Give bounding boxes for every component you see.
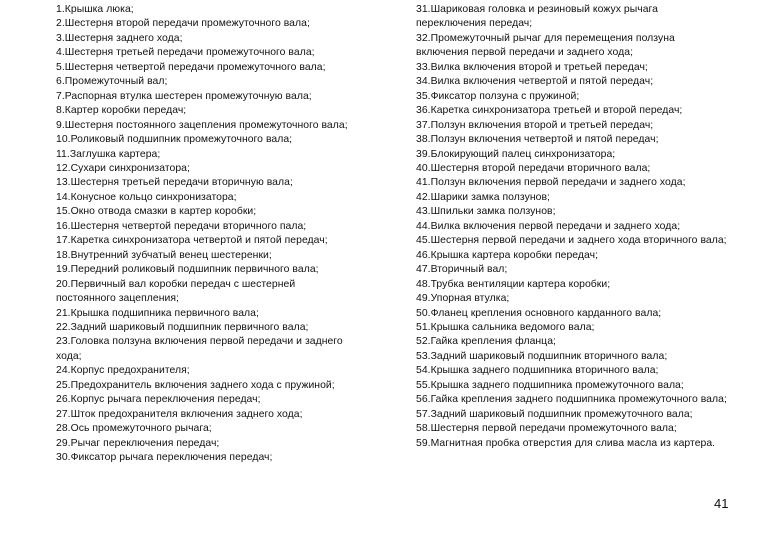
list-item: 34.Вилка включения четвертой и пятой передач; (416, 76, 654, 88)
list-item: 54.Крышка заднего подшипника вторичного вала; (416, 365, 659, 377)
list-item: 12.Сухари синхронизатора; (56, 162, 190, 174)
list-item: 38.Ползун включения четвертой и пятой передач; (416, 134, 659, 146)
list-item: 27.Шток предохранителя включения заднего хода; (56, 408, 303, 420)
list-item: 58.Шестерня первой передачи промежуточного вала; (416, 423, 677, 435)
list-item: 35.Фиксатор ползуна с пружиной; (416, 90, 580, 102)
list-item: 33.Вилка включения второй и третьей передач; (416, 61, 648, 73)
list-item: 23.Головка ползуна включения первой передачи и заднего хода; (56, 336, 343, 362)
list-item: 29.Рычаг переключения передач; (56, 437, 220, 449)
list-item: 4.Шестерня третьей передачи промежуточного вала; (56, 47, 315, 59)
list-item: 28.Ось промежуточного рычага; (56, 423, 212, 435)
list-item: 16.Шестерня четвертой передачи вторичного пала; (56, 220, 307, 232)
list-item: 11.Заглушка картера; (56, 148, 161, 160)
list-item: 37.Ползун включения второй и третьей передач; (416, 119, 654, 131)
list-item: 19.Передний роликовый подшипник первичного вала; (56, 264, 319, 276)
list-item: 48.Трубка вентиляции картера коробки; (416, 278, 611, 290)
list-item: 53.Задний шариковый подшипник вторичного вала; (416, 350, 668, 362)
list-item: 6.Промежуточный вал; (56, 76, 168, 88)
list-item: 32.Промежуточный рычаг для перемещения ползуна включения первой передачи и заднего хода; (416, 32, 675, 59)
list-item: 42.Шарики замка ползунов; (416, 191, 550, 203)
list-item: 57.Задний шариковый подшипник промежуточного вала; (416, 408, 693, 420)
list-item: 13.Шестерня третьей передачи вторичную вала; (56, 177, 293, 189)
list-item: 30.Фиксатор рычага переключения передач; (56, 452, 273, 464)
list-item: 17.Каретка синхронизатора четвертой и пятой передач; (56, 235, 328, 247)
list-item: 47.Вторичный вал; (416, 264, 508, 276)
list-item: 55.Крышка заднего подшипника промежуточного вала; (416, 379, 684, 391)
list-item: 40.Шестерня второй передачи вторичного вала; (416, 162, 651, 174)
list-item: 10.Роликовый подшипник промежуточного вала; (56, 134, 293, 146)
list-item: 44.Вилка включения первой передачи и заднего хода; (416, 220, 681, 232)
list-item: 49.Упорная втулка; (416, 293, 510, 305)
list-item: 21.Крышка подшипника первичного вала; (56, 307, 259, 319)
list-item: 51.Крышка сальника ведомого вала; (416, 321, 595, 333)
list-item: 9.Шестерня постоянного зацепления промежуточного вала; (56, 119, 348, 131)
list-item: 22.Задний шариковый подшипник первичного вала; (56, 321, 309, 333)
parts-list-left (56, 3, 401, 466)
list-item: 41.Ползун включения первой передачи и заднего хода; (416, 177, 686, 189)
list-item: 2.Шестерня второй передачи промежуточного вала; (56, 18, 310, 30)
list-item: 20.Первичный вал коробки передач с шестерней постоянного зацепления; (56, 278, 296, 305)
list-item: 31.Шариковая головка и резиновый кожух рычага переключения передач; (416, 4, 658, 30)
list-item: 15.Окно отвода смазки в картер коробки; (56, 206, 257, 218)
list-item: 39.Блокирующий палец синхронизатора; (416, 148, 616, 160)
list-item: 7.Распорная втулка шестерен промежуточную вала; (56, 90, 312, 102)
list-item: 26.Корпус рычага переключения передач; (56, 394, 261, 406)
list-item: 1.Крышка люка; (56, 4, 134, 15)
list-item: 52.Гайка крепления фланца; (416, 336, 556, 348)
list-item: 46.Крышка картера коробки передач; (416, 249, 599, 261)
page-number: 41 (714, 496, 729, 511)
list-item: 59.Магнитная пробка отверстия для слива масла из картера. (416, 437, 716, 449)
parts-list-right (416, 3, 778, 451)
list-item: 43.Шпильки замка ползунов; (416, 206, 556, 218)
list-item: 36.Каретка синхронизатора третьей и второй передач; (416, 105, 683, 117)
list-item: 45.Шестерня первой передачи и заднего хода вторичного вала; (416, 235, 727, 247)
list-item: 3.Шестерня заднего хода; (56, 32, 183, 44)
list-item: 50.Фланец крепления основного карданного вала; (416, 307, 662, 319)
list-item: 18.Внутренний зубчатый венец шестеренки; (56, 249, 272, 261)
list-item: 5.Шестерня четвертой передачи промежуточного вала; (56, 61, 326, 73)
list-item: 8.Картер коробки передач; (56, 105, 187, 117)
list-item: 25.Предохранитель включения заднего хода с пружиной; (56, 379, 335, 391)
list-item: 14.Конусное кольцо синхронизатора; (56, 191, 237, 203)
list-item: 56.Гайка крепления заднего подшипника промежуточного вала; (416, 394, 727, 406)
list-item: 24.Корпус предохранителя; (56, 365, 190, 377)
